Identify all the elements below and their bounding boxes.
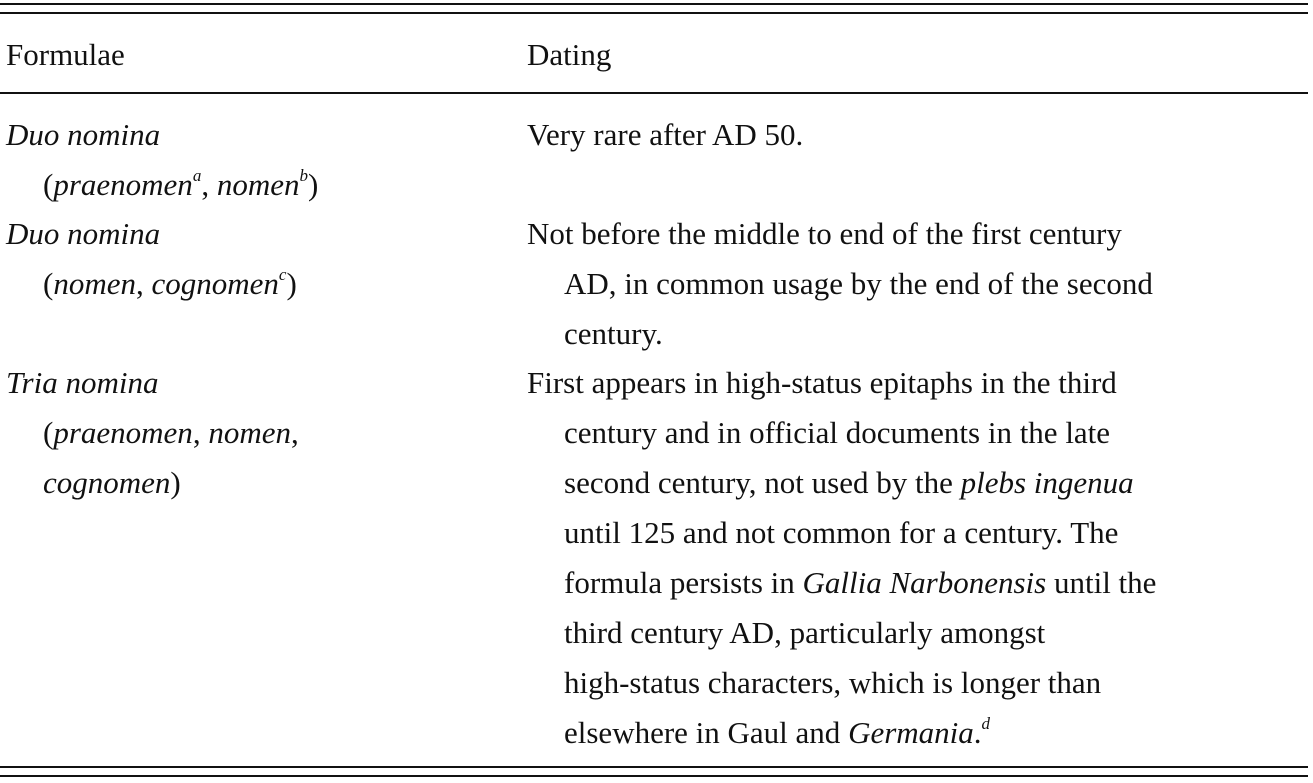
- row1-formula-components: (praenomen$^a$, nomen$^b$): [43, 165, 319, 202]
- top-rule-outer: [0, 3, 1308, 5]
- row1-formula-name: Duo nomina: [6, 117, 161, 152]
- footnote-d: d: [981, 713, 991, 733]
- header-rule: [0, 92, 1308, 94]
- row2-formula-components: (nomen, cognomen$^c$): [43, 264, 297, 301]
- header-dating: Dating: [527, 37, 612, 72]
- row3-dating-line7: high-status characters, which is longer than: [564, 665, 1102, 700]
- row3-formula-components-line2: cognomen): [43, 465, 181, 500]
- top-rule-inner: [0, 12, 1308, 14]
- row2-dating-line1: Not before the middle to end of the first century: [527, 216, 1122, 251]
- header-formulae: Formulae: [6, 37, 125, 72]
- row3-dating-line8: elsewhere in Gaul and Germania.$^d$: [564, 713, 991, 750]
- bottom-rule-outer: [0, 775, 1308, 777]
- row2-formula-name: Duo nomina: [6, 216, 161, 251]
- row2-dating-line2: AD, in common usage by the end of the second: [564, 266, 1153, 301]
- row2-dating-line3: century.: [564, 316, 663, 351]
- row3-dating-line4: until 125 and not common for a century. The: [564, 515, 1119, 550]
- row3-formula-components-line1: (praenomen, nomen,: [43, 415, 299, 450]
- row3-dating-line6: third century AD, particularly amongst: [564, 615, 1046, 650]
- bottom-rule-inner: [0, 766, 1308, 768]
- row3-dating-line3: second century, not used by the plebs ingenua: [564, 465, 1134, 500]
- row3-dating-line5: formula persists in Gallia Narbonensis until the: [564, 565, 1157, 600]
- row3-dating-line2: century and in official documents in the late: [564, 415, 1111, 450]
- row1-dating: Very rare after AD 50.: [527, 117, 804, 152]
- row3-dating-line1: First appears in high-status epitaphs in the third: [527, 365, 1117, 400]
- row3-formula-name: Tria nomina: [6, 365, 159, 400]
